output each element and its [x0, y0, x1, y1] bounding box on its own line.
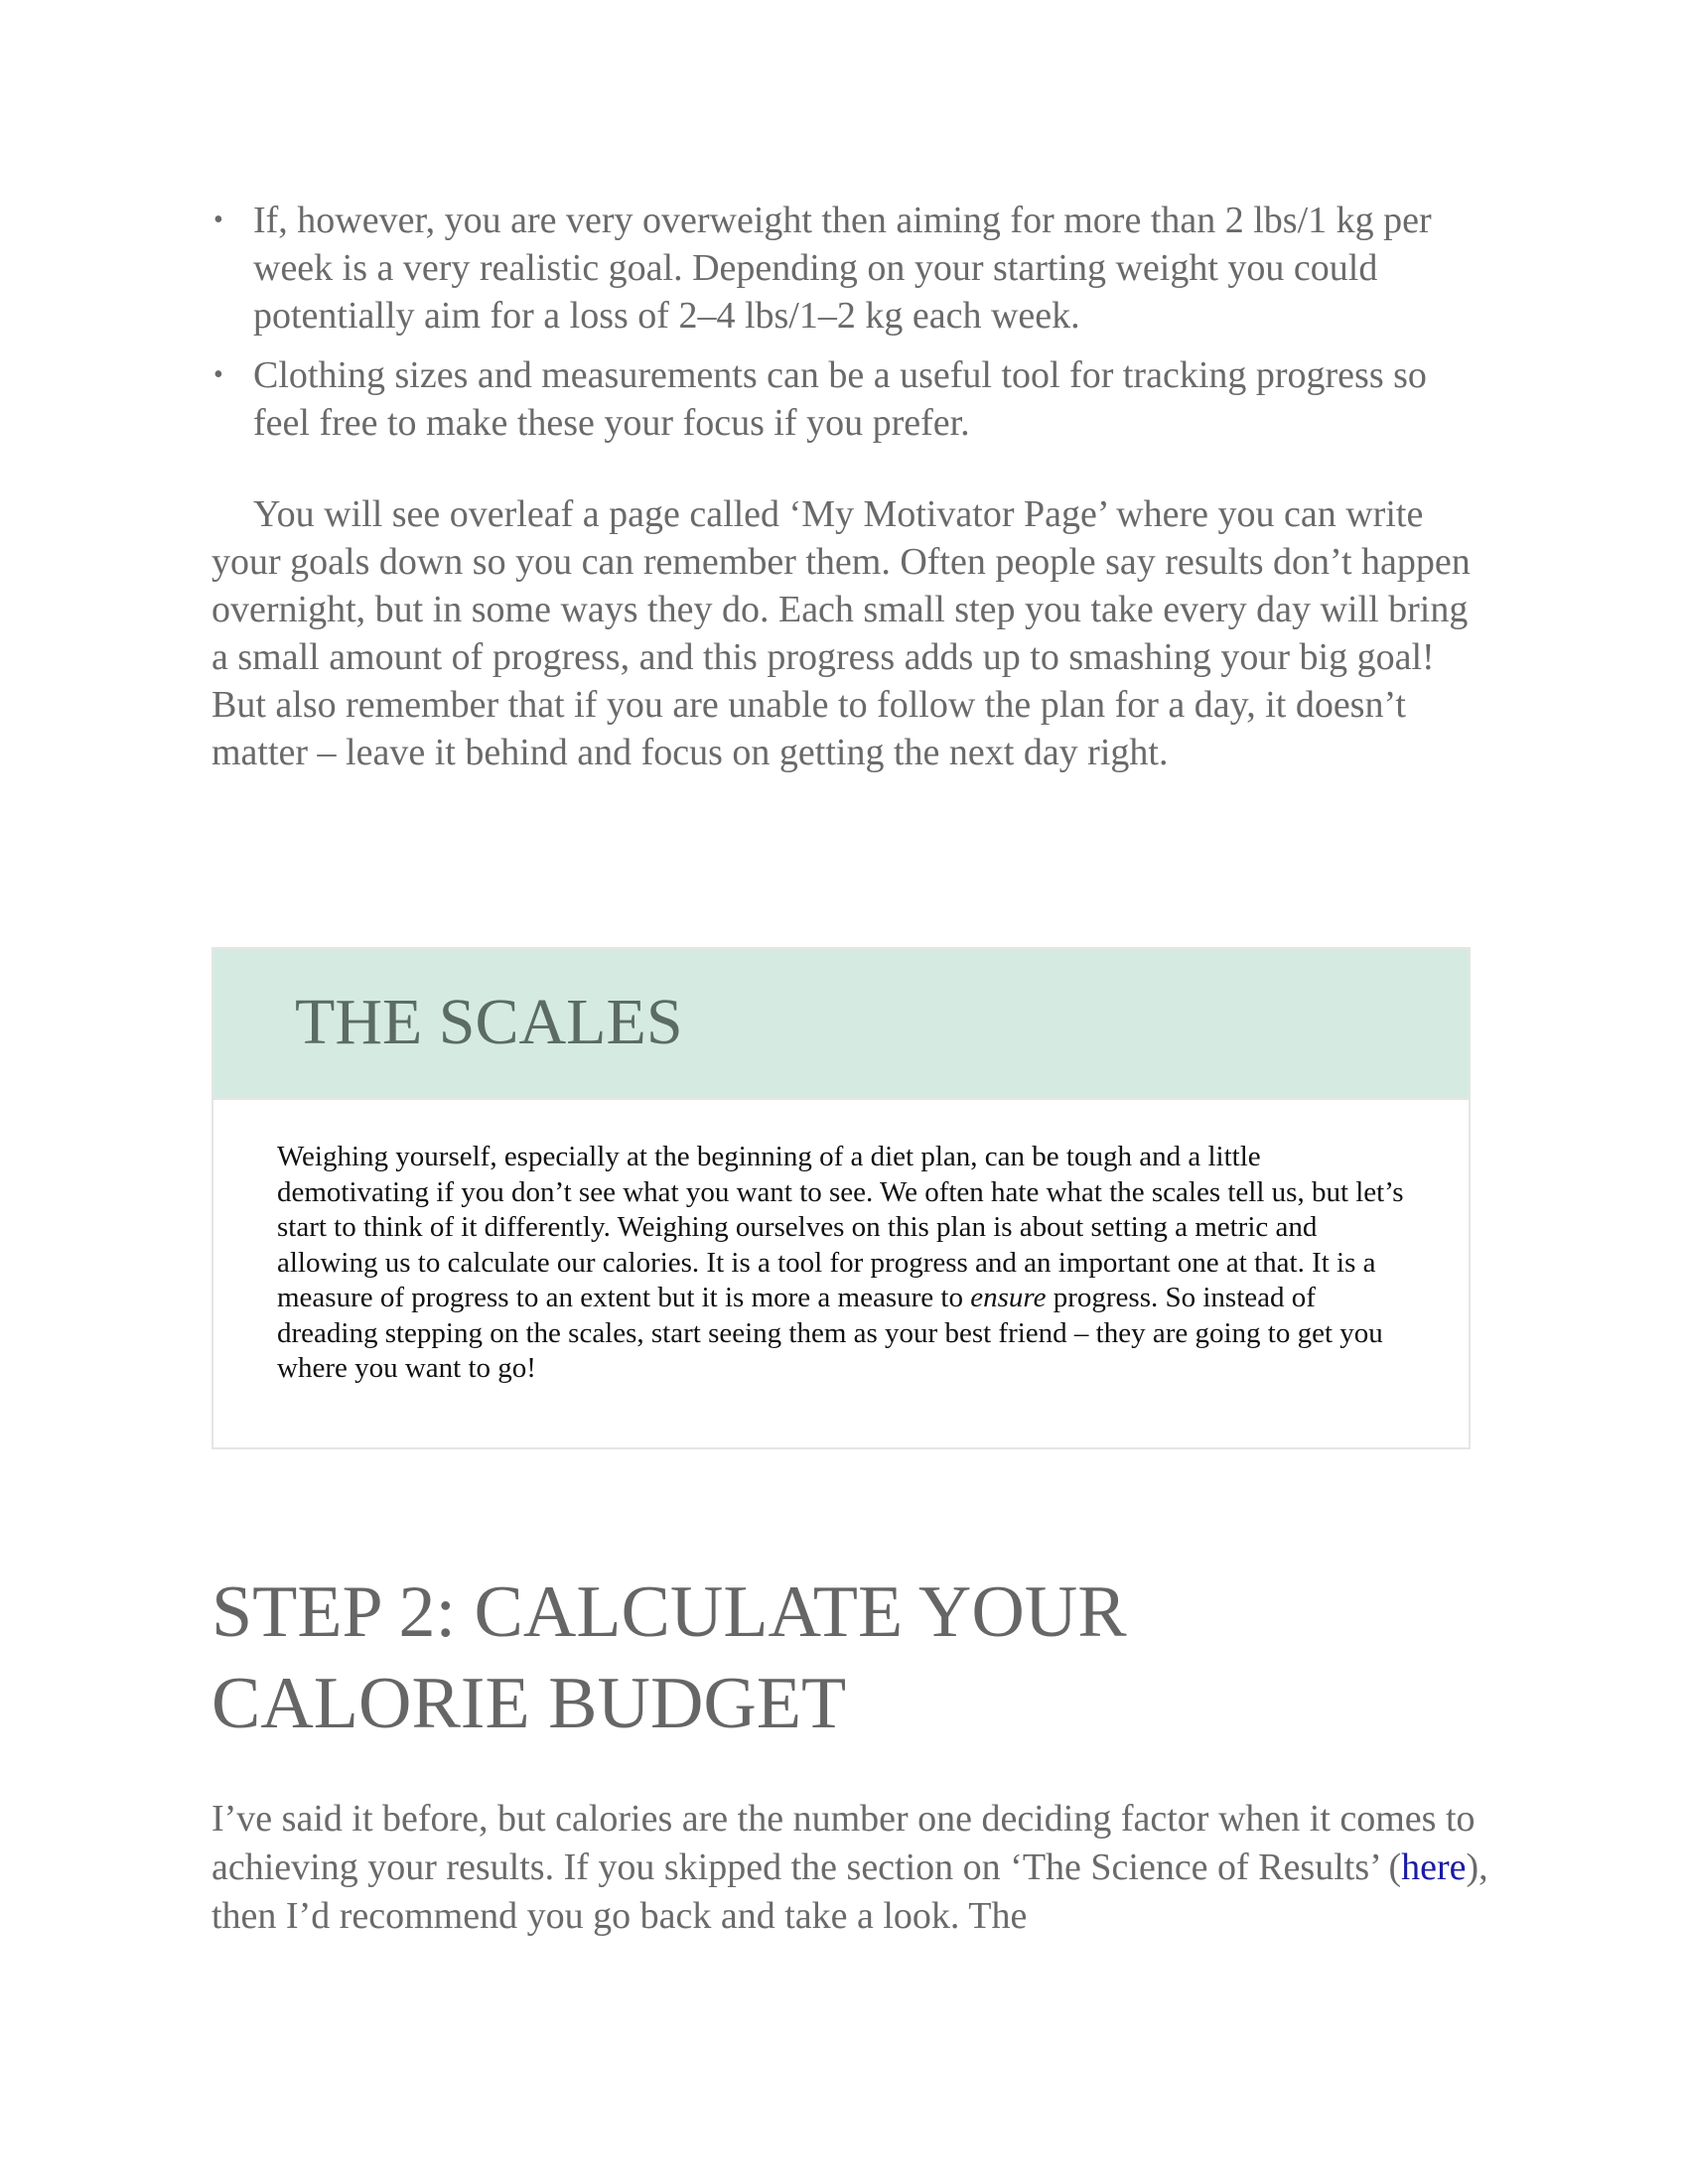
callout-body-text: Weighing yourself, especially at the beginning of a diet plan, can be tough and a little demotivating if you don’t see what you want to see. We often hate what the scales tell us, but let’s start to think of it differently. Weighing ourselves on this plan is about setting a metric and allowing us to calculate our calories. It is a tool for progress and an important one at that. It is a measure of progress to an extent but it is more a measure to [277, 1141, 1404, 1313]
bullet-list [211, 197, 1482, 459]
motivator-paragraph: You will see overleaf a page called ‘My Motivator Page’ where you can write your goals down so you can remember them. Often people say results don’t happen overnight, but in some ways they do. Each small step you take every day will bring a small amount of progress, and this progress adds up to smashing your big goal! But also remember that if you are unable to follow the plan for a day, it doesn’t matter – leave it behind and focus on getting the next day right. [211, 493, 1471, 773]
list-item-text: If, however, you are very overweight then aiming for more than 2 lbs/1 kg per week is a very realistic goal. Depending on your starting weight you could potentially aim for a loss of 2–4 lbs/1–2 kg each week. [253, 200, 1432, 337]
callout-header [213, 949, 1469, 1100]
science-of-results-link[interactable]: here [1401, 1846, 1467, 1888]
scales-callout-box [211, 947, 1471, 1449]
callout-body-emphasis: ensure [970, 1282, 1047, 1313]
callout-title: THE SCALES [295, 986, 683, 1058]
callout-body-text-end: progress. So instead of dreading stepping on the scales, start seeing them as your best friend – they are going to get you where you want to go! [277, 1282, 1383, 1384]
bullet-icon: • [213, 359, 223, 390]
bullet-icon: • [213, 205, 223, 235]
list-item [211, 351, 1482, 447]
callout-body [277, 1140, 1409, 1387]
step-heading [211, 1567, 1482, 1749]
calories-paragraph-text: I’ve said it before, but calories are the number one deciding factor when it comes to achieving your results. If you skipped the section on ‘The Science of Results’ ( [211, 1798, 1476, 1888]
step-heading-line1: STEP 2: CALCULATE YOUR [211, 1571, 1127, 1653]
calories-paragraph-text-end: ), then I’d recommend you go back and take a look. The [211, 1846, 1488, 1937]
calories-paragraph [211, 1795, 1492, 1941]
list-item [211, 197, 1482, 340]
list-item-text: Clothing sizes and measurements can be a useful tool for tracking progress so feel free to make these your focus if you prefer. [253, 354, 1427, 444]
step-heading-line2: CALORIE BUDGET [211, 1663, 847, 1744]
